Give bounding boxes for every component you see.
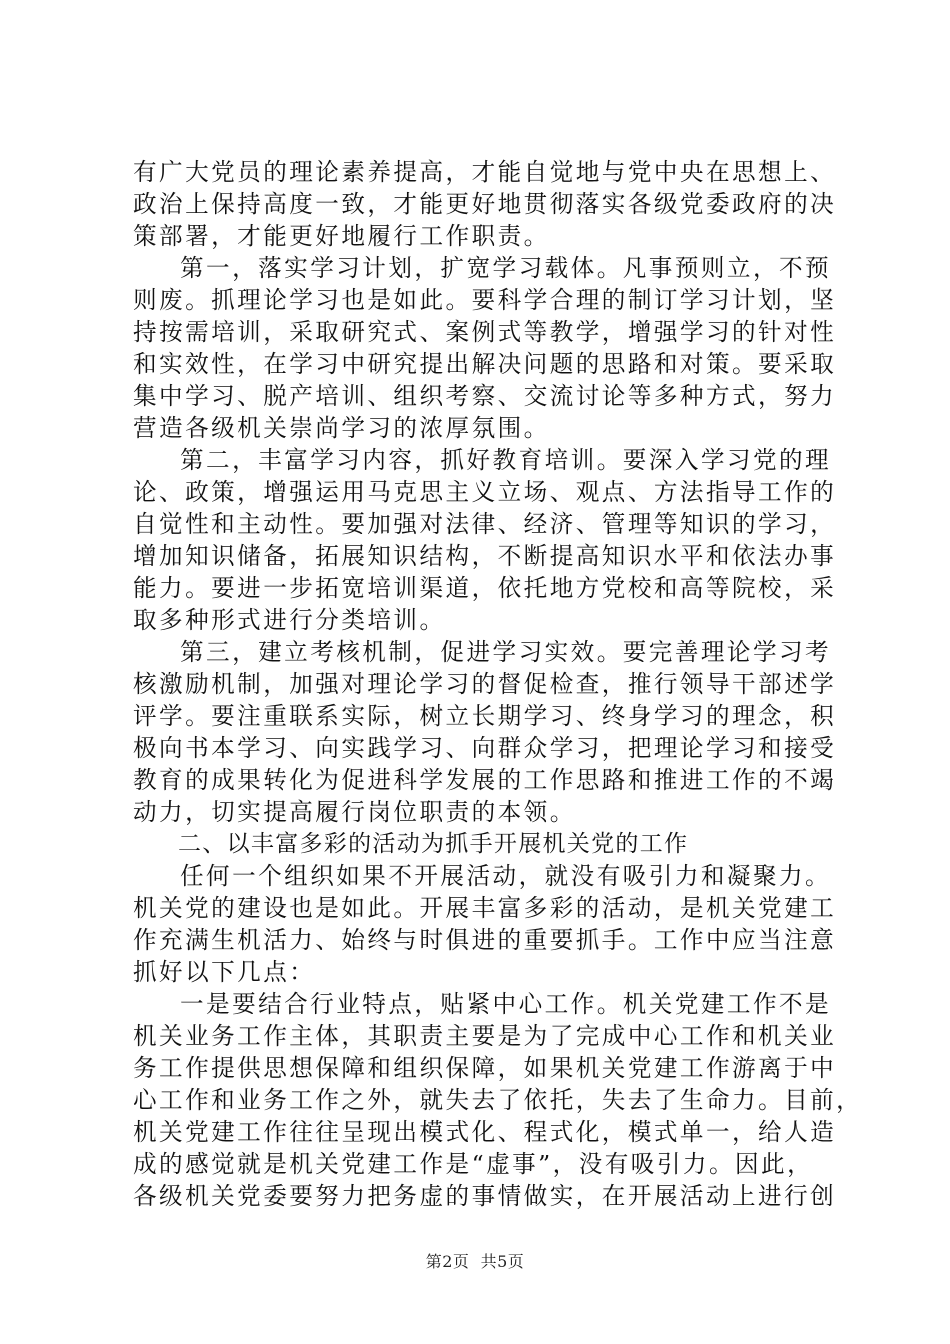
- paragraph-first-line: 第一，落实学习计划，扩宽学习载体。凡事预则立，不预: [180, 254, 832, 282]
- body-text-line: 作充满生机活力、始终与时俱进的重要抓手。工作中应当注意: [133, 926, 837, 954]
- body-text-line: 论、政策，增强运用马克思主义立场、观点、方法指导工作的: [133, 478, 837, 506]
- body-text-line: 增加知识储备，拓展知识结构，不断提高知识水平和依法办事: [133, 542, 837, 570]
- body-text-line: 机关党建工作往往呈现出模式化、程式化，模式单一，给人造: [133, 1118, 837, 1146]
- body-text-line: 成的感觉就是机关党建工作是“虚事”，没有吸引力。因此，: [133, 1150, 814, 1178]
- body-text-line: 各级机关党委要努力把务虚的事情做实，在开展活动上进行创: [133, 1182, 837, 1210]
- body-text-line: 营造各级机关崇尚学习的浓厚氛围。: [133, 414, 550, 442]
- body-text-line: 持按需培训，采取研究式、案例式等教学，增强学习的针对性: [133, 318, 837, 346]
- body-text-line: 取多种形式进行分类培训。: [133, 606, 446, 634]
- body-text-line: 机关业务工作主体，其职责主要是为了完成中心工作和机关业: [133, 1022, 837, 1050]
- body-text-line: 政治上保持高度一致，才能更好地贯彻落实各级党委政府的决: [133, 190, 837, 218]
- paragraph-first-line: 第二，丰富学习内容，抓好教育培训。要深入学习党的理: [180, 446, 832, 474]
- page-footer: [0, 1249, 950, 1272]
- body-text-line: 自觉性和主动性。要加强对法律、经济、管理等知识的学习，: [133, 510, 837, 538]
- body-text-line: 教育的成果转化为促进科学发展的工作思路和推进工作的不竭: [133, 766, 837, 794]
- body-text-line: 机关党的建设也是如此。开展丰富多彩的活动，是机关党建工: [133, 894, 837, 922]
- page-number-label: 第2页 共5页: [425, 1252, 525, 1271]
- body-text-line: 有广大党员的理论素养提高，才能自觉地与党中央在思想上、: [133, 158, 837, 186]
- paragraph-first-line: 一是要结合行业特点，贴紧中心工作。机关党建工作不是: [180, 990, 832, 1018]
- paragraph-first-line: 任何一个组织如果不开展活动，就没有吸引力和凝聚力。: [180, 862, 832, 890]
- body-text-line: 和实效性，在学习中研究提出解决问题的思路和对策。要采取: [133, 350, 837, 378]
- body-text-line: 策部署，才能更好地履行工作职责。: [133, 222, 550, 250]
- body-text-line: 动力，切实提高履行岗位职责的本领。: [133, 798, 576, 826]
- section-heading: 二、以丰富多彩的活动为抓手开展机关党的工作: [178, 831, 689, 857]
- body-text-line: 极向书本学习、向实践学习、向群众学习，把理论学习和接受: [133, 734, 837, 762]
- body-text-line: 集中学习、脱产培训、组织考察、交流讨论等多种方式，努力: [133, 382, 837, 410]
- body-text-line: 抓好以下几点：: [133, 958, 316, 986]
- body-text-line: 核激励机制，加强对理论学习的督促检查，推行领导干部述学: [133, 670, 837, 698]
- body-text-line: 能力。要进一步拓宽培训渠道，依托地方党校和高等院校，采: [133, 574, 837, 602]
- body-text-line: 心工作和业务工作之外，就失去了依托，失去了生命力。目前，: [133, 1086, 863, 1114]
- body-text-line: 务工作提供思想保障和组织保障，如果机关党建工作游离于中: [133, 1054, 837, 1082]
- body-text-line: 则废。抓理论学习也是如此。要科学合理的制订学习计划，坚: [133, 286, 837, 314]
- paragraph-first-line: 第三，建立考核机制，促进学习实效。要完善理论学习考: [180, 638, 832, 666]
- body-text-line: 评学。要注重联系实际，树立长期学习、终身学习的理念，积: [133, 702, 837, 730]
- document-body: [133, 156, 863, 1212]
